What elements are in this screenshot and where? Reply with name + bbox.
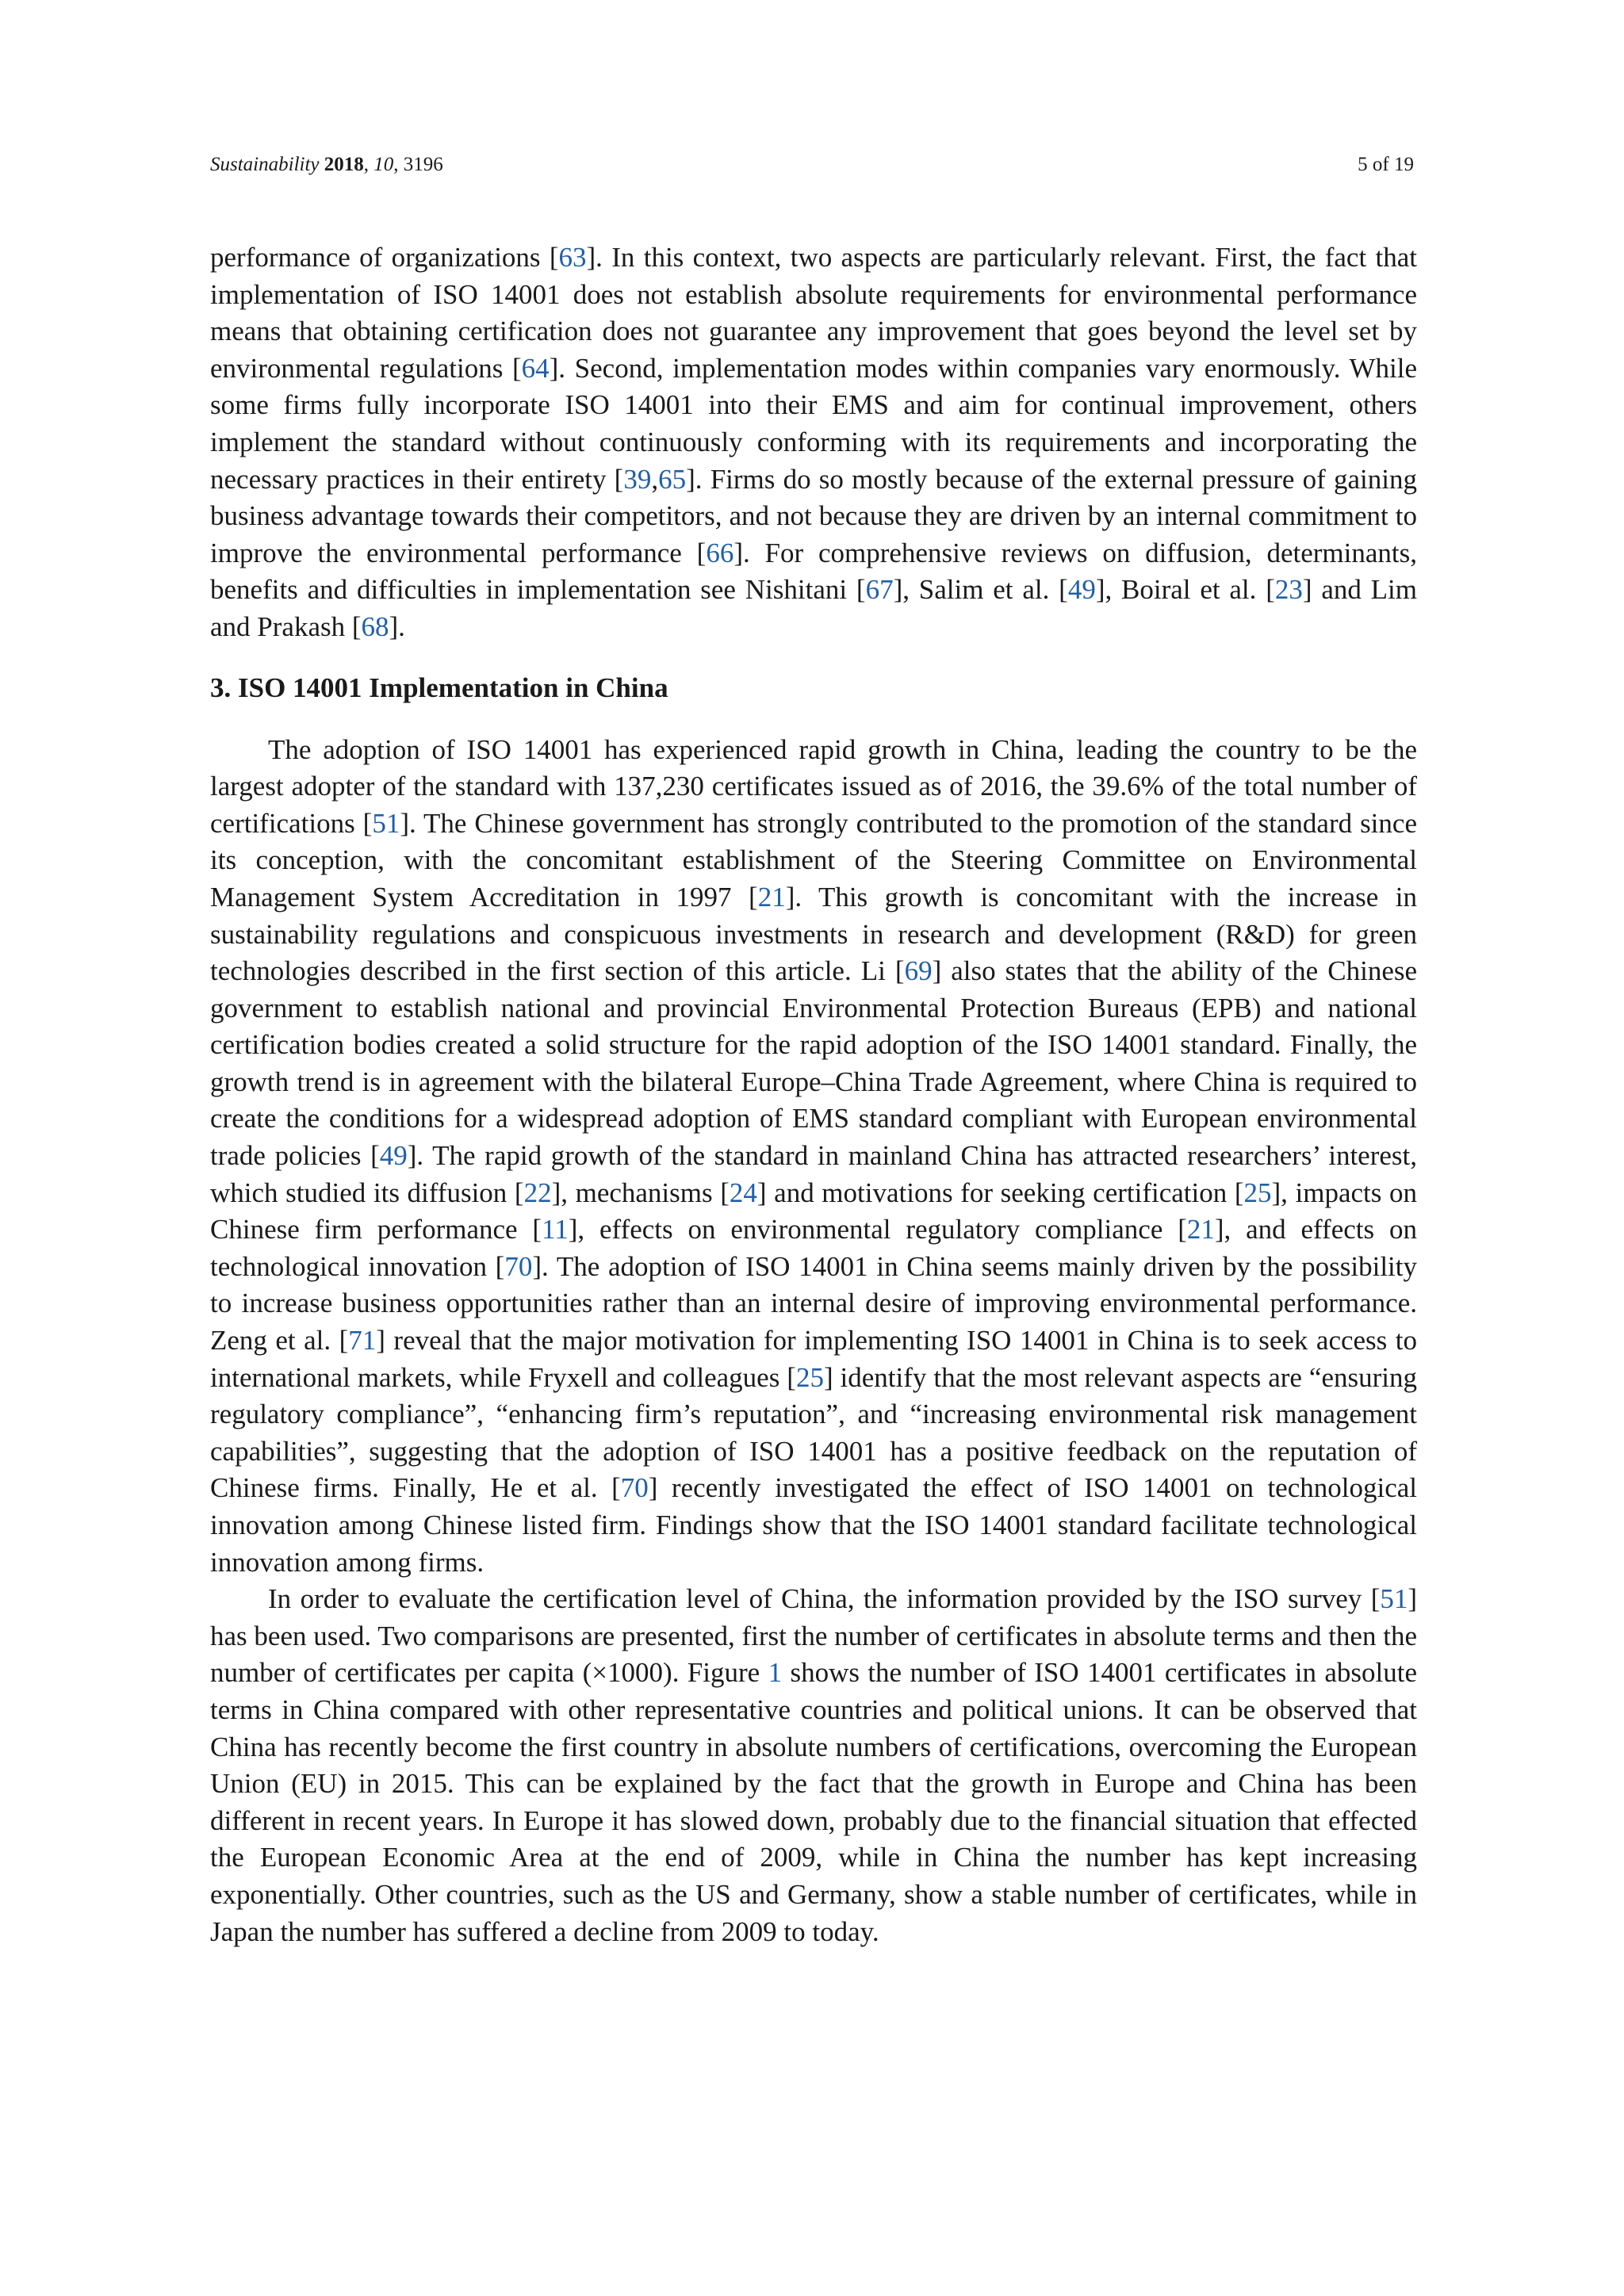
page-number: 5 of 19 [1358, 154, 1414, 175]
paragraph-text: ], impacts on Chinese firm performance [ [210, 1177, 1417, 1246]
citation-link[interactable]: 64 [521, 352, 550, 384]
paragraph-text: ] reveal that the major motivation for implementing ISO 14001 in China is to seek access to international markets, while Fryxell and colleagues [ [210, 1325, 1417, 1393]
section-heading: 3. ISO 14001 Implementation in China [210, 672, 668, 703]
paragraph-text: ]. The rapid growth of the standard in mainland China has attracted researchers’ interest, which studied its diffusion [ [210, 1140, 1417, 1208]
citation-link[interactable]: 51 [1380, 1583, 1408, 1615]
paragraph-text: ]. The adoption of ISO 14001 in China seems mainly driven by the possibility to increase business opportunities rather than an internal desire of improving environmental performance. Zeng et al. [ [210, 1250, 1417, 1357]
paragraph-text: ] identify that the most relevant aspects are “ensuring regulatory compliance”, “enhancing firm’s reputation”, and “increasing environmental risk management capabilities”, suggesting that the adoption of ISO 14001 has a positive feedback on the reputation of Chinese firms. Finally, He et al. [ [210, 1361, 1417, 1504]
citation-link[interactable]: 25 [795, 1361, 824, 1393]
journal-volume: 10 [373, 154, 394, 175]
paragraph-text: ]. Firms do so mostly because of the external pressure of gaining business advantage towards their competitors, and not because they are driven by an internal commitment to improve the environmental performance [ [210, 463, 1417, 568]
running-header [210, 149, 1414, 181]
paragraph-text: ]. Second, implementation modes within companies vary enormously. While some firms fully incorporate ISO 14001 into their EMS and aim for continual improvement, others implement the standard without continuously conforming with its requirements and incorporating the necessary practices in their entirety [ [210, 352, 1417, 495]
paragraph-text: ]. In this context, two aspects are particularly relevant. First, the fact that implementation of ISO 14001 does not establish absolute requirements for environmental performance means that obtaining certification does not guarantee any improvement that goes beyond the level set by environmental regulations [ [210, 242, 1417, 384]
citation-link[interactable]: 11 [542, 1214, 569, 1246]
journal-name: Sustainability [210, 154, 320, 175]
citation-link[interactable]: 23 [1274, 574, 1303, 606]
paragraph-1 [210, 239, 1417, 646]
paragraph-text: ] recently investigated the effect of ISO 14001 on technological innovation among Chinese listed firm. Findings show that the ISO 14001 standard facilitate technological innovation among firms. [210, 1472, 1417, 1578]
paragraph-3 [210, 1581, 1417, 1950]
citation-link[interactable]: 21 [757, 881, 786, 913]
journal-year: 2018 [324, 154, 364, 175]
journal-citation: Sustainability 2018, 10, 3196 [210, 154, 443, 175]
paragraph-text: ], Salim et al. [ [893, 574, 1068, 606]
paragraph-text: ], Boiral et al. [ [1095, 574, 1275, 606]
citation-link[interactable]: 51 [372, 807, 400, 839]
paragraph-text: ], effects on environmental regulatory compliance [ [568, 1214, 1187, 1246]
citation-link[interactable]: 63 [558, 242, 587, 273]
paragraph-2 [210, 732, 1417, 1582]
citation-link[interactable]: 66 [706, 537, 734, 568]
paragraph-text: In order to evaluate the certification level of China, the information provided by the ISO survey [ [268, 1583, 1381, 1615]
paragraph-text: ]. This growth is concomitant with the increase in sustainability regulations and conspicuous investments in research and development (R&D) for green technologies described in the first section of this article. Li [ [210, 881, 1418, 987]
citation-link[interactable]: 69 [904, 955, 933, 987]
paragraph-text: ], mechanisms [ [551, 1177, 730, 1208]
article-number: 3196 [403, 154, 443, 175]
paragraph-text: shows the number of ISO 14001 certificates in absolute terms in China compared with other representative countries and political unions. It can be observed that China has recently become the first country in absolute numbers of certifications, overcoming the European Union (EU) in 2015. This can be explained by the fact that the growth in Europe and China has been different in recent years. In Europe it has slowed down, probably due to the financial situation that effected the European Economic Area at the end of 2009, while in China the number has kept increasing exponentially. Other countries, such as the US and Germany, show a stable number of certificates, while in Japan the number has suffered a decline from 2009 to today. [210, 1657, 1417, 1947]
paragraph-text: ]. The Chinese government has strongly contributed to the promotion of the standard since its conception, with the concomitant establishment of the Steering Committee on Environmental Management System Accreditation in 1997 [ [210, 807, 1417, 913]
citation-link[interactable]: 70 [620, 1472, 649, 1504]
paragraph-text: ] and Lim and Prakash [ [210, 574, 1417, 642]
citation-link[interactable]: 22 [523, 1177, 552, 1208]
citation-link[interactable]: 21 [1186, 1214, 1215, 1246]
paragraph-text: ]. [389, 610, 405, 642]
paragraph-text: , [651, 463, 659, 495]
paragraph-text: ] and motivations for seeking certification [ [756, 1177, 1244, 1208]
citation-link[interactable]: 70 [504, 1250, 533, 1282]
citation-link[interactable]: 24 [729, 1177, 757, 1208]
citation-link[interactable]: 49 [1067, 574, 1096, 606]
citation-link[interactable]: 71 [348, 1325, 377, 1357]
citation-link[interactable]: 65 [658, 463, 687, 495]
paragraph-text: The adoption of ISO 14001 has experienced rapid growth in China, leading the country to be the largest adopter of the standard with 137,230 certificates issued as of 2016, the 39.6% of the total number of certifications [ [210, 733, 1417, 839]
paragraph-text: ]. For comprehensive reviews on diffusion, determinants, benefits and difficulties in implementation see Nishitani [ [210, 537, 1417, 606]
paragraph-text: performance of organizations [ [210, 242, 559, 273]
citation-link[interactable]: 49 [379, 1140, 408, 1172]
paragraph-text: ] also states that the ability of the Chinese government to establish national and provincial Environmental Protection Bureaus (EPB) and national certification bodies created a solid structure for the rapid adoption of the ISO 14001 standard. Finally, the growth trend is in agreement with the bilateral Europe–China Trade Agreement, where China is required to create the conditions for a widespread adoption of EMS standard compliant with European environmental trade policies [ [210, 955, 1418, 1172]
paragraph-text: ], and effects on technological innovation [ [210, 1214, 1417, 1282]
citation-link[interactable]: 1 [768, 1657, 783, 1689]
citation-link[interactable]: 39 [623, 463, 652, 495]
citation-link[interactable]: 25 [1243, 1177, 1272, 1208]
citation-link[interactable]: 67 [865, 574, 894, 606]
citation-link[interactable]: 68 [361, 610, 389, 642]
paragraph-text: ] has been used. Two comparisons are presented, first the number of certificates in absolute terms and then the number of certificates per capita (×1000). Figure [210, 1583, 1417, 1689]
body-text [210, 239, 1417, 1950]
